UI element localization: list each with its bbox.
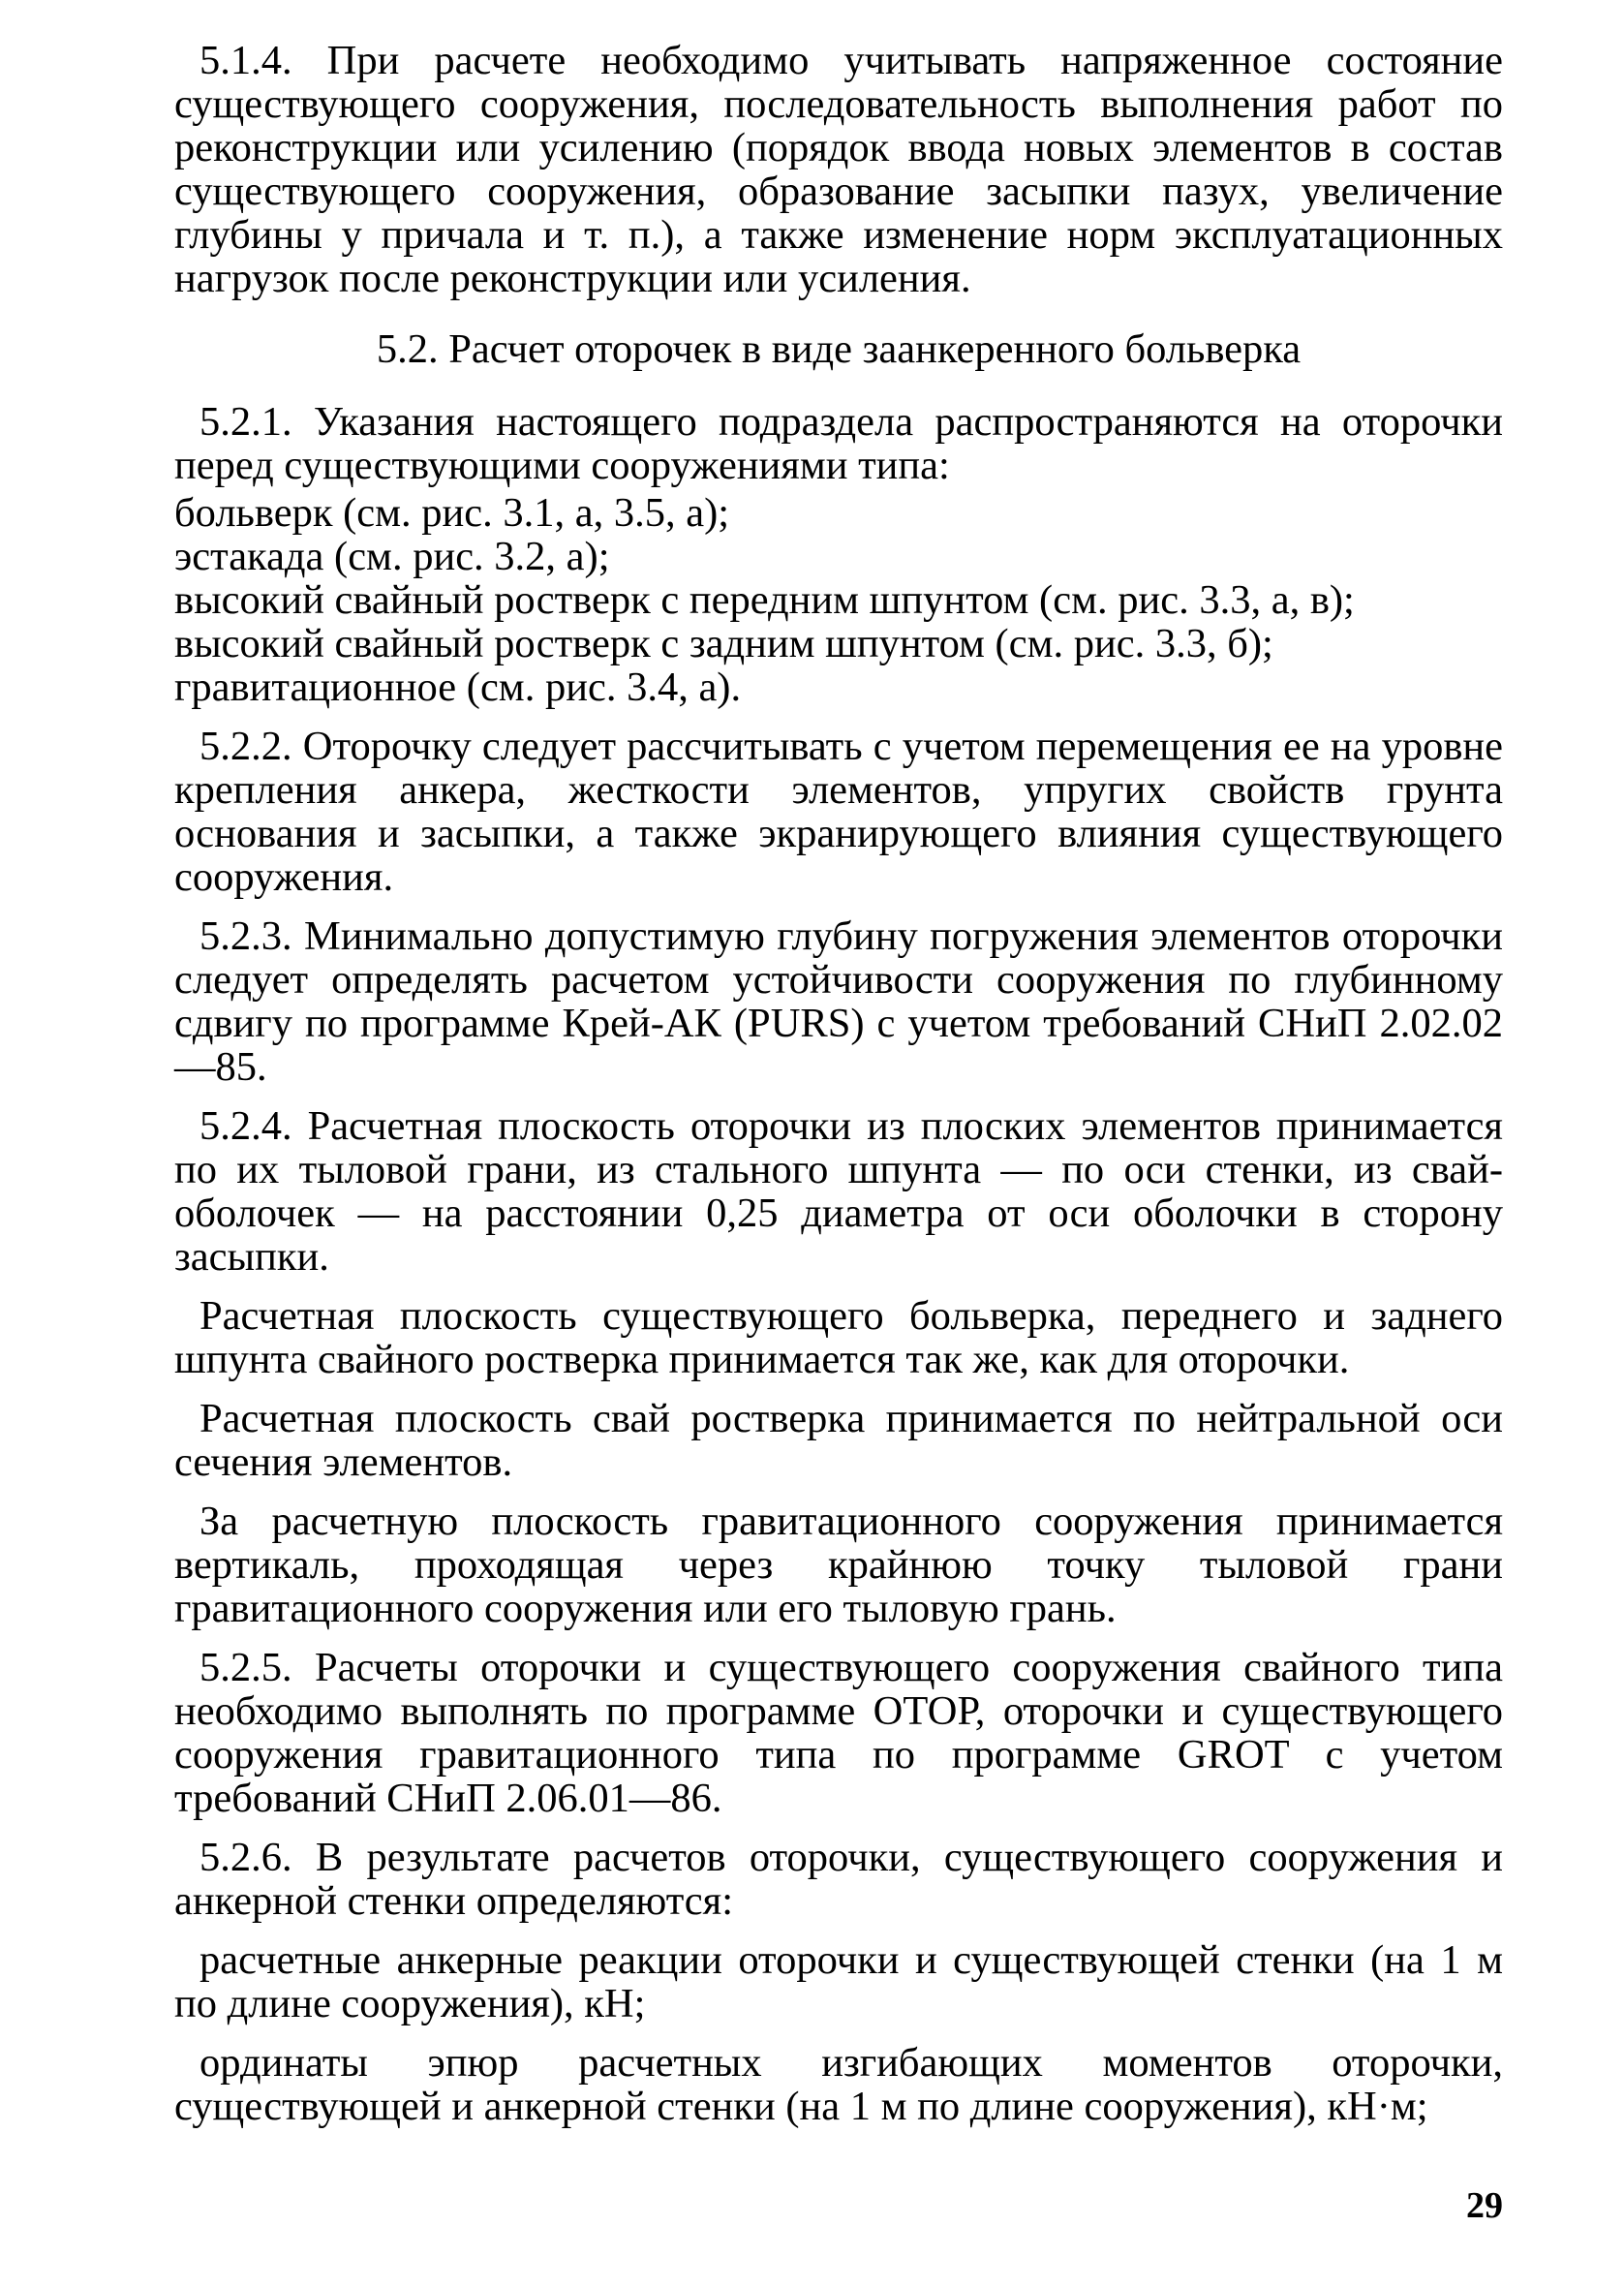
page-body (174, 39, 1503, 2144)
paragraph-5-2-6: 5.2.6. В результате расчетов оторочки, существующего сооружения и анкерной стенки определяются: (174, 1835, 1503, 1924)
paragraph-5-2-2: 5.2.2. Оторочку следует рассчитывать с учетом перемещения ее на уровне крепления анкера, жесткости элементов, упругих свойств грунта основания и засыпки, а также экранирующего влияния существующего сооружения. (174, 724, 1503, 900)
page-number: 29 (1466, 2185, 1503, 2226)
list-item-rostverk-back: высокий свайный ростверк с задним шпунтом (см. рис. 3.3, б); (174, 621, 1273, 666)
list-item-estakada: эстакада (см. рис. 3.2, а); (174, 534, 610, 579)
paragraph-5-2-6-bending-moments: ординаты эпюр расчетных изгибающих моментов оторочки, существующей и анкерной стенки (на 1 м по длине сооружения), кН·м; (174, 2040, 1503, 2129)
paragraph-5-2-3: 5.2.3. Минимально допустимую глубину погружения элементов оторочки следует определять расчетом устойчивости сооружения по глубинному сдвигу по программе Крей-АК (PURS) с учетом требований СНиП 2.02.02—85. (174, 913, 1503, 1090)
paragraph-5-2-6-anchor-reactions: расчетные анкерные реакции оторочки и существующей стенки (на 1 м по длине сооружения), кН; (174, 1937, 1503, 2026)
paragraph-5-2-4-piles-plane: Расчетная плоскость свай ростверка принимается по нейтральной оси сечения элементов. (174, 1396, 1503, 1485)
paragraph-5-2-1: 5.2.1. Указания настоящего подраздела распространяются на оторочки перед существующими сооружениями типа: (174, 399, 1503, 488)
section-heading-5-2: 5.2. Расчет оторочек в виде заанкеренного больверка (376, 326, 1302, 372)
paragraph-5-1-4: 5.1.4. При расчете необходимо учитывать напряженное состояние существующего сооружения, последовательность выполнения работ по реконструкции или усилению (порядок ввода новых элементов в состав существующего сооружения, образование засыпки пазух, увеличение глубины у причала и т. п.), а также изменение норм эксплуатационных нагрузок после реконструкции или усиления. (174, 38, 1503, 301)
list-item-rostverk-front: высокий свайный ростверк с передним шпунтом (см. рис. 3.3, а, в); (174, 577, 1355, 623)
paragraph-5-2-4: 5.2.4. Расчетная плоскость оторочки из плоских элементов принимается по их тыловой грани, из стального шпунта — по оси стенки, из свай-оболочек — на расстоянии 0,25 диаметра от оси оболочки в сторону засыпки. (174, 1103, 1503, 1280)
list-item-bolverk: больверк (см. рис. 3.1, а, 3.5, а); (174, 490, 730, 536)
paragraph-5-2-4-bolverk-plane: Расчетная плоскость существующего больверка, переднего и заднего шпунта свайного ростверка принимается так же, как для оторочки. (174, 1293, 1503, 1382)
list-item-gravity: гравитационное (см. рис. 3.4, а). (174, 665, 742, 710)
paragraph-5-2-5: 5.2.5. Расчеты оторочки и существующего сооружения свайного типа необходимо выполнять по программе ОТОР, оторочки и существующего сооружения гравитационного типа по программе GROT с учетом требований СНиП 2.06.01—86. (174, 1645, 1503, 1821)
paragraph-5-2-4-gravity-plane: За расчетную плоскость гравитационного сооружения принимается вертикаль, проходящая через крайнюю точку тыловой грани гравитационного сооружения или его тыловую грань. (174, 1499, 1503, 1631)
